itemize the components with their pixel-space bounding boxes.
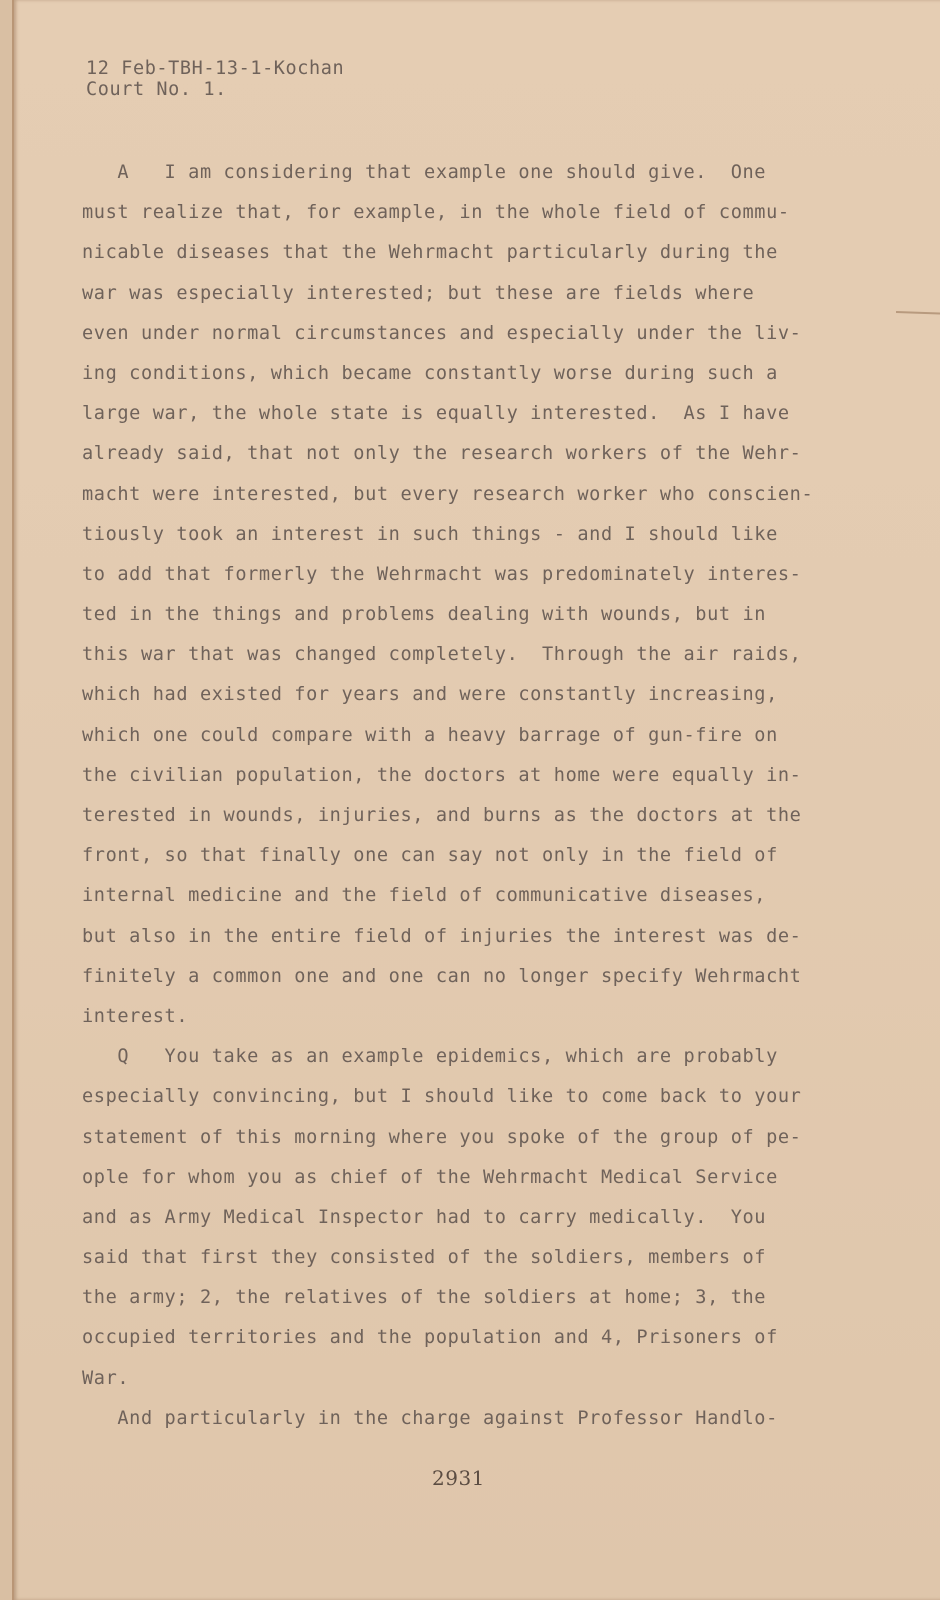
text-line: and as Army Medical Inspector had to carry medically. You [82,1206,767,1228]
text-line: A I am considering that example one should give. One [82,162,767,183]
text-line: macht were interested, but every research worker who conscien- [82,483,814,505]
document-header [86,58,344,100]
text-line: ted in the things and problems dealing with wounds, but in [82,604,767,626]
paper-crease-mark [896,311,940,315]
text-line: statement of this morning where you spoke of the group of pe- [82,1126,802,1148]
text-line: terested in wounds, injuries, and burns as the doctors at the [82,805,802,826]
text-line: Q You take as an example epidemics, which are probably [82,1046,778,1068]
text-line: internal medicine and the field of communicative diseases, [82,885,767,907]
text-line: which had existed for years and were constantly increasing, [82,684,778,706]
text-line: the civilian population, the doctors at home were equally in- [82,764,802,786]
text-line: must realize that, for example, in the whole field of commu- [82,202,790,224]
text-line: even under normal circumstances and especially under the liv- [82,322,802,344]
text-line: nicable diseases that the Wehrmacht particularly during the [82,242,778,264]
text-line: this war that was changed completely. Through the air raids, [82,644,802,666]
document-page [12,0,940,1600]
header-reference: 12 Feb-TBH-13-1-Kochan [86,58,345,79]
text-line: war was especially interested; but these are fields where [82,282,755,304]
text-line: large war, the whole state is equally interested. As I have [82,403,790,425]
transcript-body [82,153,842,1439]
text-line: War. [82,1367,130,1389]
text-line: which one could compare with a heavy barrage of gun-fire on [82,724,778,746]
header-court: Court No. 1. [86,79,227,100]
text-line: And particularly in the charge against Professor Handlo- [82,1407,778,1429]
text-line: said that first they consisted of the soldiers, members of [82,1247,767,1269]
text-line: to add that formerly the Wehrmacht was predominately interes- [82,563,802,585]
text-line: ople for whom you as chief of the Wehrmacht Medical Service [82,1166,778,1188]
text-line: especially convincing, but I should like to come back to your [82,1086,802,1108]
text-line: front, so that finally one can say not only in the field of [82,845,778,867]
text-line: tiously took an interest in such things - and I should like [82,523,778,545]
text-line: the army; 2, the relatives of the soldiers at home; 3, the [82,1287,767,1309]
page-number: 2931 [432,1466,485,1490]
text-line: interest. [82,1005,189,1027]
text-line: ing conditions, which became constantly worse during such a [82,362,778,384]
text-line: but also in the entire field of injuries the interest was de- [82,925,802,947]
text-line: finitely a common one and one can no longer specify Wehrmacht [82,965,802,987]
text-line: occupied territories and the population and 4, Prisoners of [82,1327,778,1349]
text-line: already said, that not only the research workers of the Wehr- [82,443,802,465]
